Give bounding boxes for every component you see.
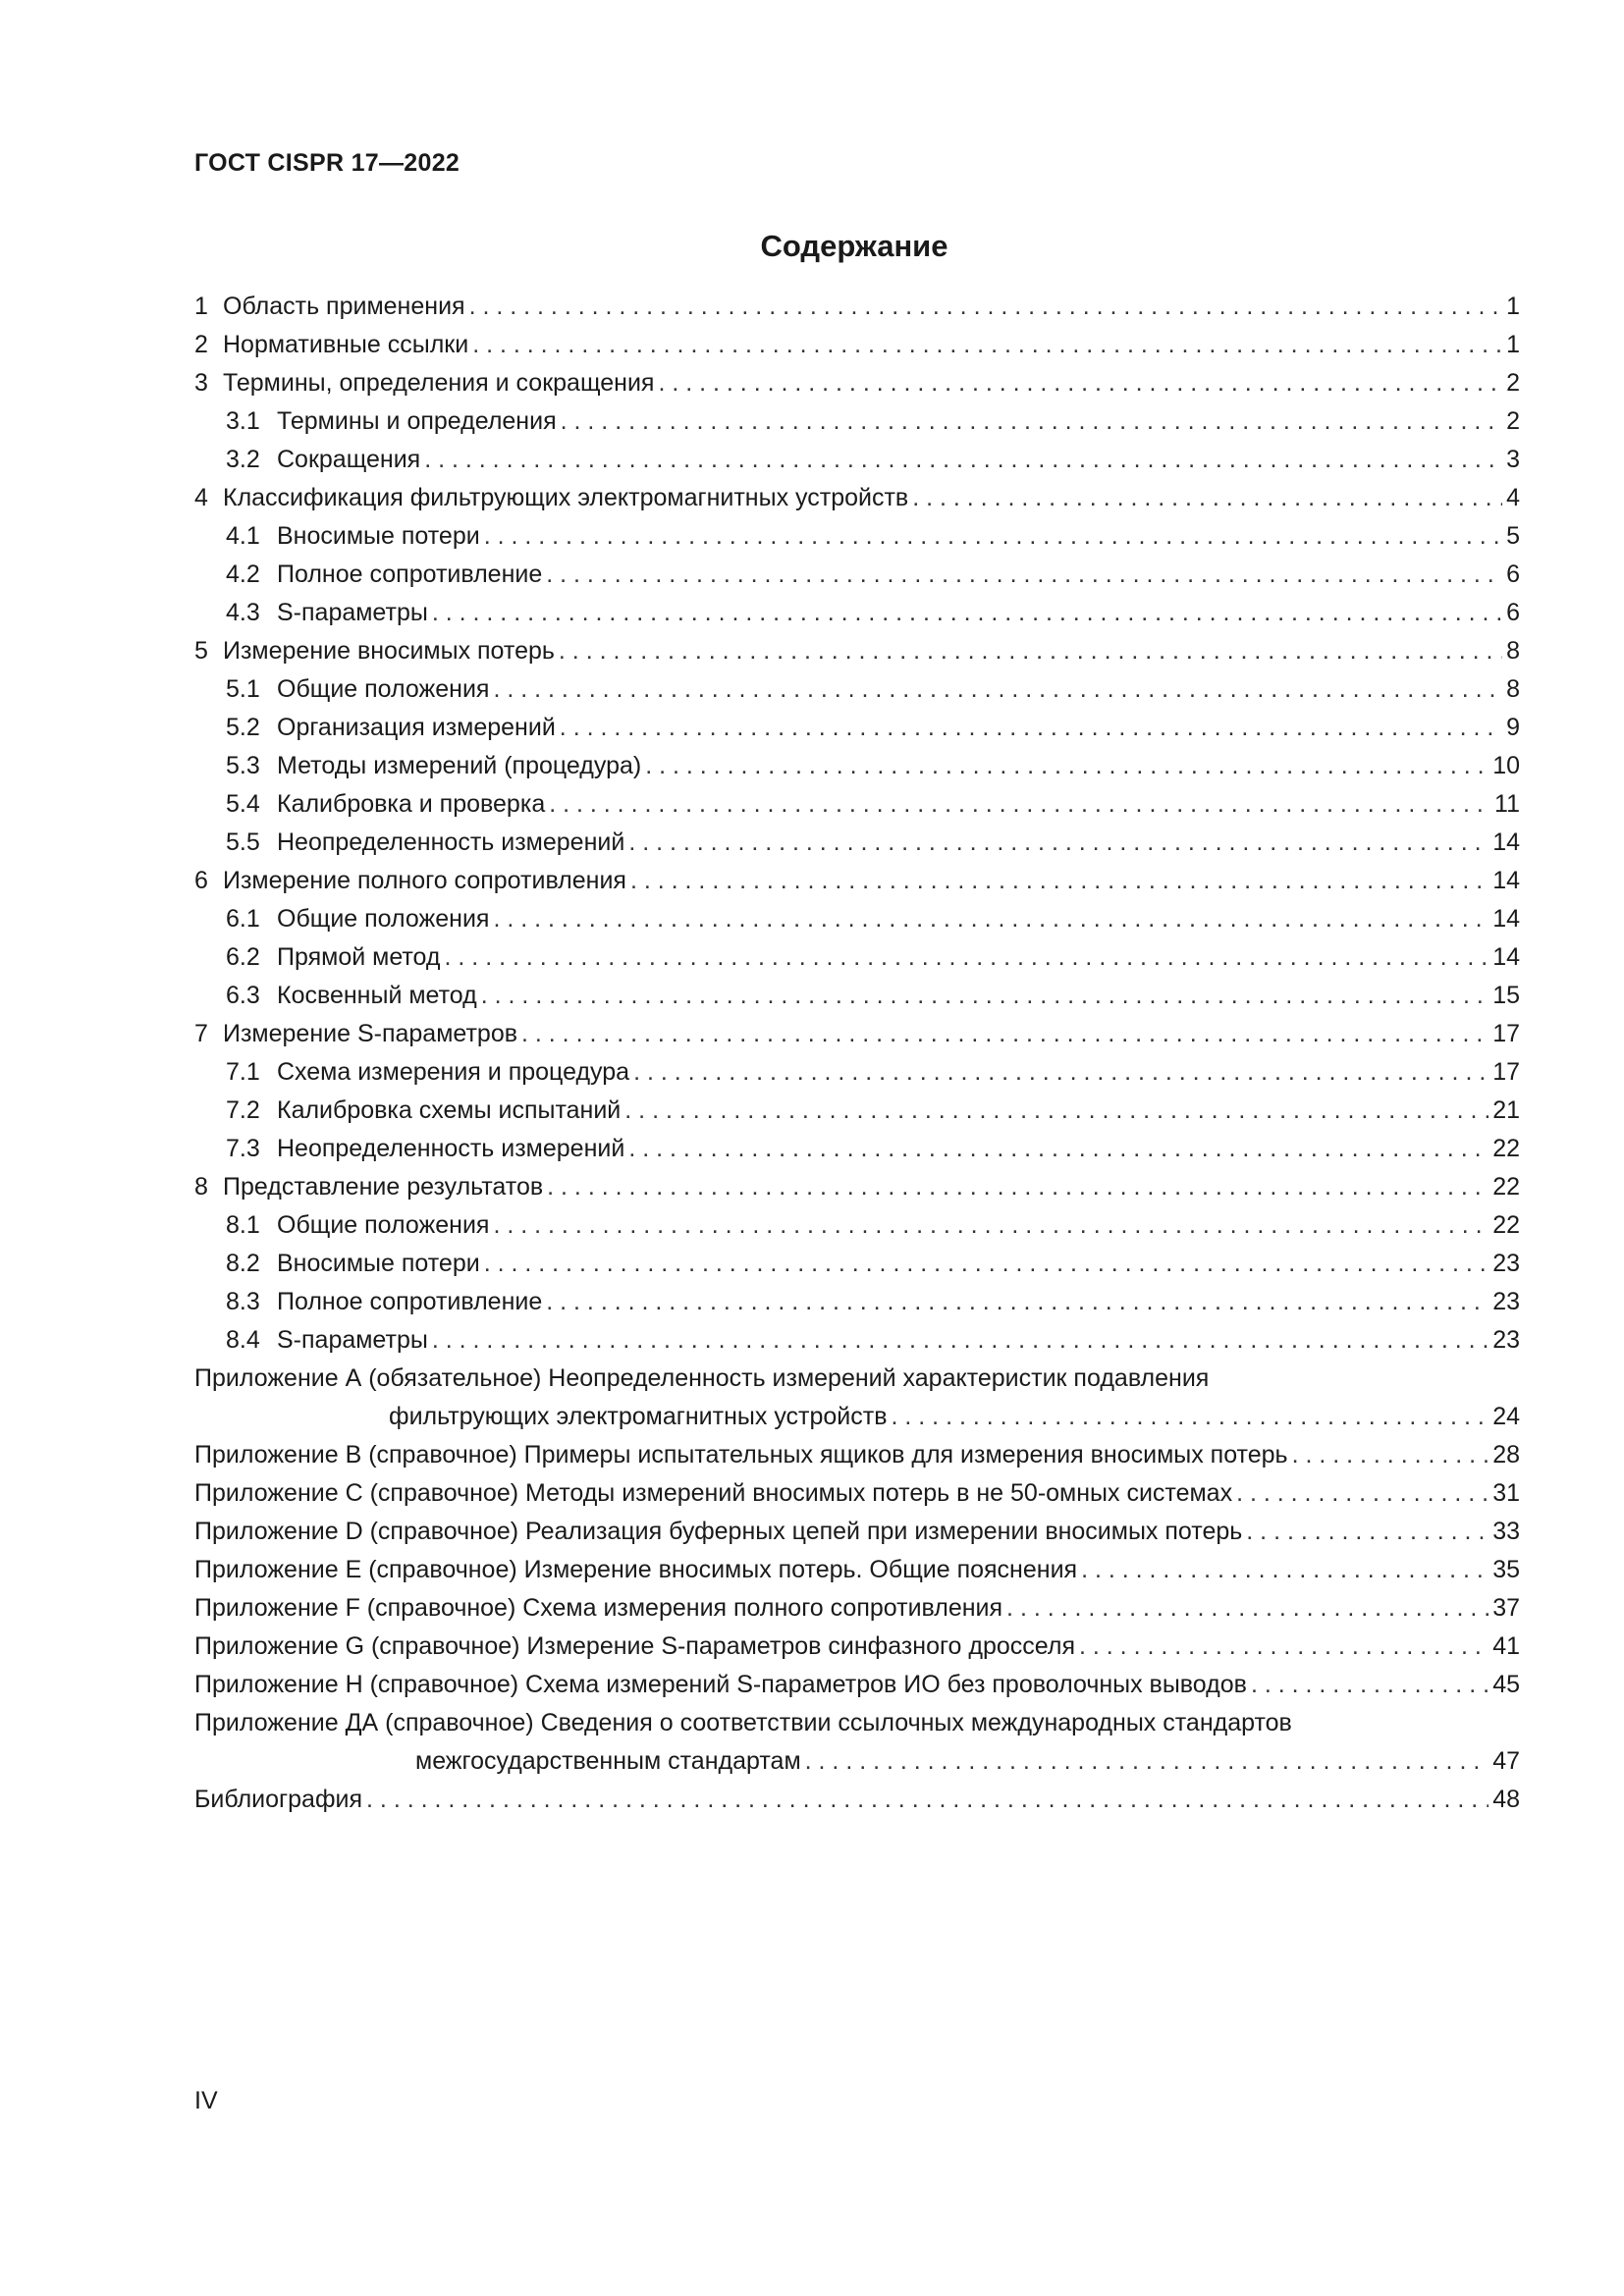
- toc-entry[interactable]: [194, 1053, 1520, 1092]
- toc-leader: [560, 709, 1502, 747]
- toc-page-number: 1: [1506, 331, 1520, 358]
- toc-leader: [1251, 1666, 1489, 1704]
- toc-entry-number: 5.5: [226, 828, 260, 856]
- toc-entry-title: Нормативные ссылки: [223, 331, 469, 358]
- toc-leader: [445, 938, 1489, 977]
- toc-annex-b-text: Приложение В (справочное) Примеры испытательных ящиков для измерения вносимых потерь: [194, 1441, 1288, 1468]
- toc-annex-f[interactable]: [194, 1589, 1520, 1628]
- toc-leader: [1081, 1551, 1489, 1589]
- toc-entry-number: 8.2: [226, 1250, 260, 1277]
- toc-entry-title: Схема измерения и процедура: [277, 1058, 630, 1086]
- toc-annex-da-text: Приложение ДА (справочное) Сведения о соответствии ссылочных международных стандартов: [194, 1709, 1292, 1736]
- toc-entry-number: 6: [194, 867, 208, 894]
- toc-leader: [912, 479, 1502, 517]
- toc-page-number: 11: [1494, 790, 1520, 818]
- toc-page-number: 8: [1506, 675, 1520, 703]
- toc-leader: [493, 900, 1489, 938]
- toc-entry-title: Термины и определения: [277, 407, 557, 435]
- toc-page-number: 31: [1492, 1479, 1520, 1507]
- toc-page-number: 23: [1492, 1326, 1520, 1354]
- toc-page-number: 21: [1492, 1096, 1520, 1124]
- toc-leader: [469, 288, 1503, 326]
- toc-leader: [547, 1168, 1489, 1206]
- toc-leader: [484, 517, 1502, 556]
- toc-sections: [194, 288, 1520, 1360]
- toc-entry-number: 3.2: [226, 446, 260, 473]
- toc-entry-number: 8: [194, 1173, 208, 1201]
- toc-leader: [493, 1206, 1489, 1245]
- toc-page-number: 35: [1492, 1556, 1520, 1583]
- toc-entry-title: S-параметры: [277, 1326, 428, 1354]
- toc-entry-title: Измерение вносимых потерь: [223, 637, 555, 665]
- toc-annex-g-text: Приложение G (справочное) Измерение S-параметров синфазного дросселя: [194, 1632, 1075, 1660]
- toc-entry-title: Измерение S-параметров: [223, 1020, 517, 1047]
- toc-page-number: 6: [1506, 561, 1520, 588]
- toc-entry-number: 6.1: [226, 905, 260, 933]
- toc-annex-da-line2[interactable]: [194, 1742, 1520, 1781]
- toc-entry-number: 7: [194, 1020, 208, 1047]
- toc-entry[interactable]: [194, 1092, 1520, 1130]
- toc-entry[interactable]: [194, 364, 1520, 402]
- toc-page-number: 2: [1506, 407, 1520, 435]
- toc-leader: [493, 670, 1502, 709]
- toc-annex-c-text: Приложение С (справочное) Методы измерений вносимых потерь в не 50-омных системах: [194, 1479, 1233, 1507]
- toc-entry[interactable]: [194, 824, 1520, 862]
- toc-entry-number: 5.3: [226, 752, 260, 779]
- toc-annex-da-line1[interactable]: [194, 1704, 1520, 1742]
- toc-entry-number: 5: [194, 637, 208, 665]
- toc-entry[interactable]: [194, 594, 1520, 632]
- toc-entry[interactable]: [194, 1130, 1520, 1168]
- toc-page-number: 23: [1492, 1250, 1520, 1277]
- toc-entry-number: 1: [194, 293, 208, 320]
- toc-entry-title: Сокращения: [277, 446, 421, 473]
- toc-entry-number: 4.3: [226, 599, 260, 626]
- toc-entry-title: Косвенный метод: [277, 982, 477, 1009]
- toc-page-number: 22: [1492, 1211, 1520, 1239]
- toc-entry-number: 7.3: [226, 1135, 260, 1162]
- toc-entry-number: 5.2: [226, 714, 260, 741]
- toc-leader: [1246, 1513, 1489, 1551]
- toc-page-number: 33: [1492, 1518, 1520, 1545]
- toc-entry[interactable]: [194, 1321, 1520, 1360]
- toc-entry-number: 8.4: [226, 1326, 260, 1354]
- toc-entry-number: 3.1: [226, 407, 260, 435]
- toc-leader: [432, 594, 1502, 632]
- toc-page-number: 17: [1492, 1058, 1520, 1086]
- toc-entry[interactable]: [194, 402, 1520, 441]
- toc-entry[interactable]: [194, 1245, 1520, 1283]
- toc-entry-title: Область применения: [223, 293, 465, 320]
- toc-entry-title: Прямой метод: [277, 943, 441, 971]
- toc-entry-number: 4: [194, 484, 208, 511]
- toc-entry[interactable]: [194, 938, 1520, 977]
- toc-entry[interactable]: [194, 900, 1520, 938]
- toc-entry-number: 7.1: [226, 1058, 260, 1086]
- toc-leader: [624, 1092, 1489, 1130]
- toc-entry-number: 2: [194, 331, 208, 358]
- toc-leader: [424, 441, 1502, 479]
- toc-annex-c[interactable]: [194, 1474, 1520, 1513]
- toc-leader: [549, 785, 1490, 824]
- toc-annex-e[interactable]: [194, 1551, 1520, 1589]
- toc-annex-a-line2[interactable]: [194, 1398, 1520, 1436]
- toc-page-number: 6: [1506, 599, 1520, 626]
- toc-entry[interactable]: [194, 517, 1520, 556]
- toc-page-number: 1: [1506, 293, 1520, 320]
- toc-leader: [628, 1130, 1489, 1168]
- toc-page-number: 3: [1506, 446, 1520, 473]
- toc-page-number: 5: [1506, 522, 1520, 550]
- page-title: Содержание: [760, 229, 948, 263]
- toc-leader: [366, 1781, 1489, 1819]
- toc-page-number: 14: [1492, 943, 1520, 971]
- toc-leader: [1292, 1436, 1489, 1474]
- toc-page-number: 9: [1506, 714, 1520, 741]
- toc-page-number: 22: [1492, 1173, 1520, 1201]
- toc-annex-h[interactable]: [194, 1666, 1520, 1704]
- toc-page-number: 45: [1492, 1671, 1520, 1698]
- table-of-contents: [194, 288, 1520, 1819]
- toc-entry-title: Общие положения: [277, 905, 490, 933]
- toc-entry[interactable]: [194, 1168, 1520, 1206]
- toc-annex-h-text: Приложение Н (справочное) Схема измерений S-параметров ИО без проволочных выводов: [194, 1671, 1247, 1698]
- page-number-footer: IV: [194, 2087, 218, 2114]
- toc-leader: [645, 747, 1489, 785]
- toc-page-number: 48: [1492, 1786, 1520, 1813]
- toc-annex-f-text: Приложение F (справочное) Схема измерения полного сопротивления: [194, 1594, 1003, 1622]
- toc-page-number: 23: [1492, 1288, 1520, 1315]
- toc-page-number: 2: [1506, 369, 1520, 397]
- toc-entry[interactable]: [194, 709, 1520, 747]
- toc-page-number: 4: [1506, 484, 1520, 511]
- toc-leader: [633, 1053, 1489, 1092]
- toc-page-number: 8: [1506, 637, 1520, 665]
- toc-entry[interactable]: [194, 288, 1520, 326]
- toc-entry-title: Полное сопротивление: [277, 1288, 543, 1315]
- toc-entry-title: Представление результатов: [223, 1173, 544, 1201]
- toc-entry-number: 3: [194, 369, 208, 397]
- toc-entry-title: Общие положения: [277, 675, 490, 703]
- toc-leader: [1236, 1474, 1489, 1513]
- toc-entry-number: 4.1: [226, 522, 260, 550]
- toc-leader: [432, 1321, 1489, 1360]
- toc-leader: [521, 1015, 1489, 1053]
- toc-entry-number: 7.2: [226, 1096, 260, 1124]
- toc-leader: [472, 326, 1502, 364]
- toc-leader: [561, 402, 1502, 441]
- toc-page-number: 41: [1492, 1632, 1520, 1660]
- toc-page-number: 14: [1492, 867, 1520, 894]
- toc-entry-title: Неопределенность измерений: [277, 828, 625, 856]
- toc-annex-d-text: Приложение D (справочное) Реализация буферных цепей при измерении вносимых потерь: [194, 1518, 1243, 1545]
- toc-leader: [546, 1283, 1489, 1321]
- toc-entry[interactable]: [194, 479, 1520, 517]
- toc-entry[interactable]: [194, 1015, 1520, 1053]
- toc-entry-title: Измерение полного сопротивления: [223, 867, 626, 894]
- toc-entry-title: Общие положения: [277, 1211, 490, 1239]
- toc-annex-a-text-cont: фильтрующих электромагнитных устройств: [389, 1403, 888, 1430]
- toc-entry-number: 5.4: [226, 790, 260, 818]
- toc-page-number: 15: [1492, 982, 1520, 1009]
- toc-page-number: 47: [1492, 1747, 1520, 1775]
- toc-annex-d[interactable]: [194, 1513, 1520, 1551]
- toc-entry-number: 6.2: [226, 943, 260, 971]
- toc-page-number: 17: [1492, 1020, 1520, 1047]
- toc-entry-title: Полное сопротивление: [277, 561, 543, 588]
- toc-entry-title: Калибровка схемы испытаний: [277, 1096, 622, 1124]
- toc-entry-title: Неопределенность измерений: [277, 1135, 625, 1162]
- toc-entry[interactable]: [194, 441, 1520, 479]
- toc-entry[interactable]: [194, 862, 1520, 900]
- toc-leader: [658, 364, 1502, 402]
- toc-annex-a-line1[interactable]: [194, 1360, 1520, 1398]
- toc-entry-title: Термины, определения и сокращения: [223, 369, 655, 397]
- toc-entry-number: 8.3: [226, 1288, 260, 1315]
- toc-leader: [1006, 1589, 1489, 1628]
- toc-annex-b[interactable]: [194, 1436, 1520, 1474]
- toc-entry[interactable]: [194, 977, 1520, 1015]
- toc-entry[interactable]: [194, 326, 1520, 364]
- toc-entry-title: Вносимые потери: [277, 522, 480, 550]
- toc-leader: [559, 632, 1502, 670]
- toc-entry-title: S-параметры: [277, 599, 428, 626]
- toc-leader: [484, 1245, 1489, 1283]
- toc-entry-title: Вносимые потери: [277, 1250, 480, 1277]
- toc-leader: [892, 1398, 1489, 1436]
- toc-entry[interactable]: [194, 670, 1520, 709]
- toc-entry-title: Калибровка и проверка: [277, 790, 546, 818]
- toc-leader: [1079, 1628, 1489, 1666]
- toc-entry-number: 4.2: [226, 561, 260, 588]
- toc-entry-title: Методы измерений (процедура): [277, 752, 642, 779]
- toc-leader: [630, 862, 1489, 900]
- toc-entry-number: 6.3: [226, 982, 260, 1009]
- toc-bibliography[interactable]: [194, 1781, 1520, 1819]
- toc-page-number: 28: [1492, 1441, 1520, 1468]
- toc-leader: [546, 556, 1502, 594]
- toc-leader: [805, 1742, 1489, 1781]
- toc-page-number: 24: [1492, 1403, 1520, 1430]
- toc-page-number: 14: [1492, 905, 1520, 933]
- toc-page-number: 22: [1492, 1135, 1520, 1162]
- toc-entry-title: Организация измерений: [277, 714, 556, 741]
- toc-entry-title: Классификация фильтрующих электромагнитных устройств: [223, 484, 909, 511]
- toc-entry[interactable]: [194, 556, 1520, 594]
- toc-entry[interactable]: [194, 632, 1520, 670]
- toc-entry-number: 8.1: [226, 1211, 260, 1239]
- document-header: ГОСТ CISPR 17—2022: [194, 149, 460, 177]
- toc-page-number: 10: [1492, 752, 1520, 779]
- toc-page-number: 14: [1492, 828, 1520, 856]
- toc-entry-number: 5.1: [226, 675, 260, 703]
- toc-entry[interactable]: [194, 1283, 1520, 1321]
- toc-entry[interactable]: [194, 1206, 1520, 1245]
- toc-entry[interactable]: [194, 747, 1520, 785]
- toc-annex-g[interactable]: [194, 1628, 1520, 1666]
- toc-page-number: 37: [1492, 1594, 1520, 1622]
- toc-leader: [481, 977, 1489, 1015]
- toc-annex-a-text: Приложение А (обязательное) Неопределенность измерений характеристик подавления: [194, 1364, 1210, 1392]
- toc-entry[interactable]: [194, 785, 1520, 824]
- toc-annex-e-text: Приложение Е (справочное) Измерение вносимых потерь. Общие пояснения: [194, 1556, 1078, 1583]
- toc-leader: [628, 824, 1489, 862]
- toc-bibliography-text: Библиография: [194, 1786, 363, 1813]
- toc-annex-da-text-cont: межгосударственным стандартам: [415, 1747, 801, 1775]
